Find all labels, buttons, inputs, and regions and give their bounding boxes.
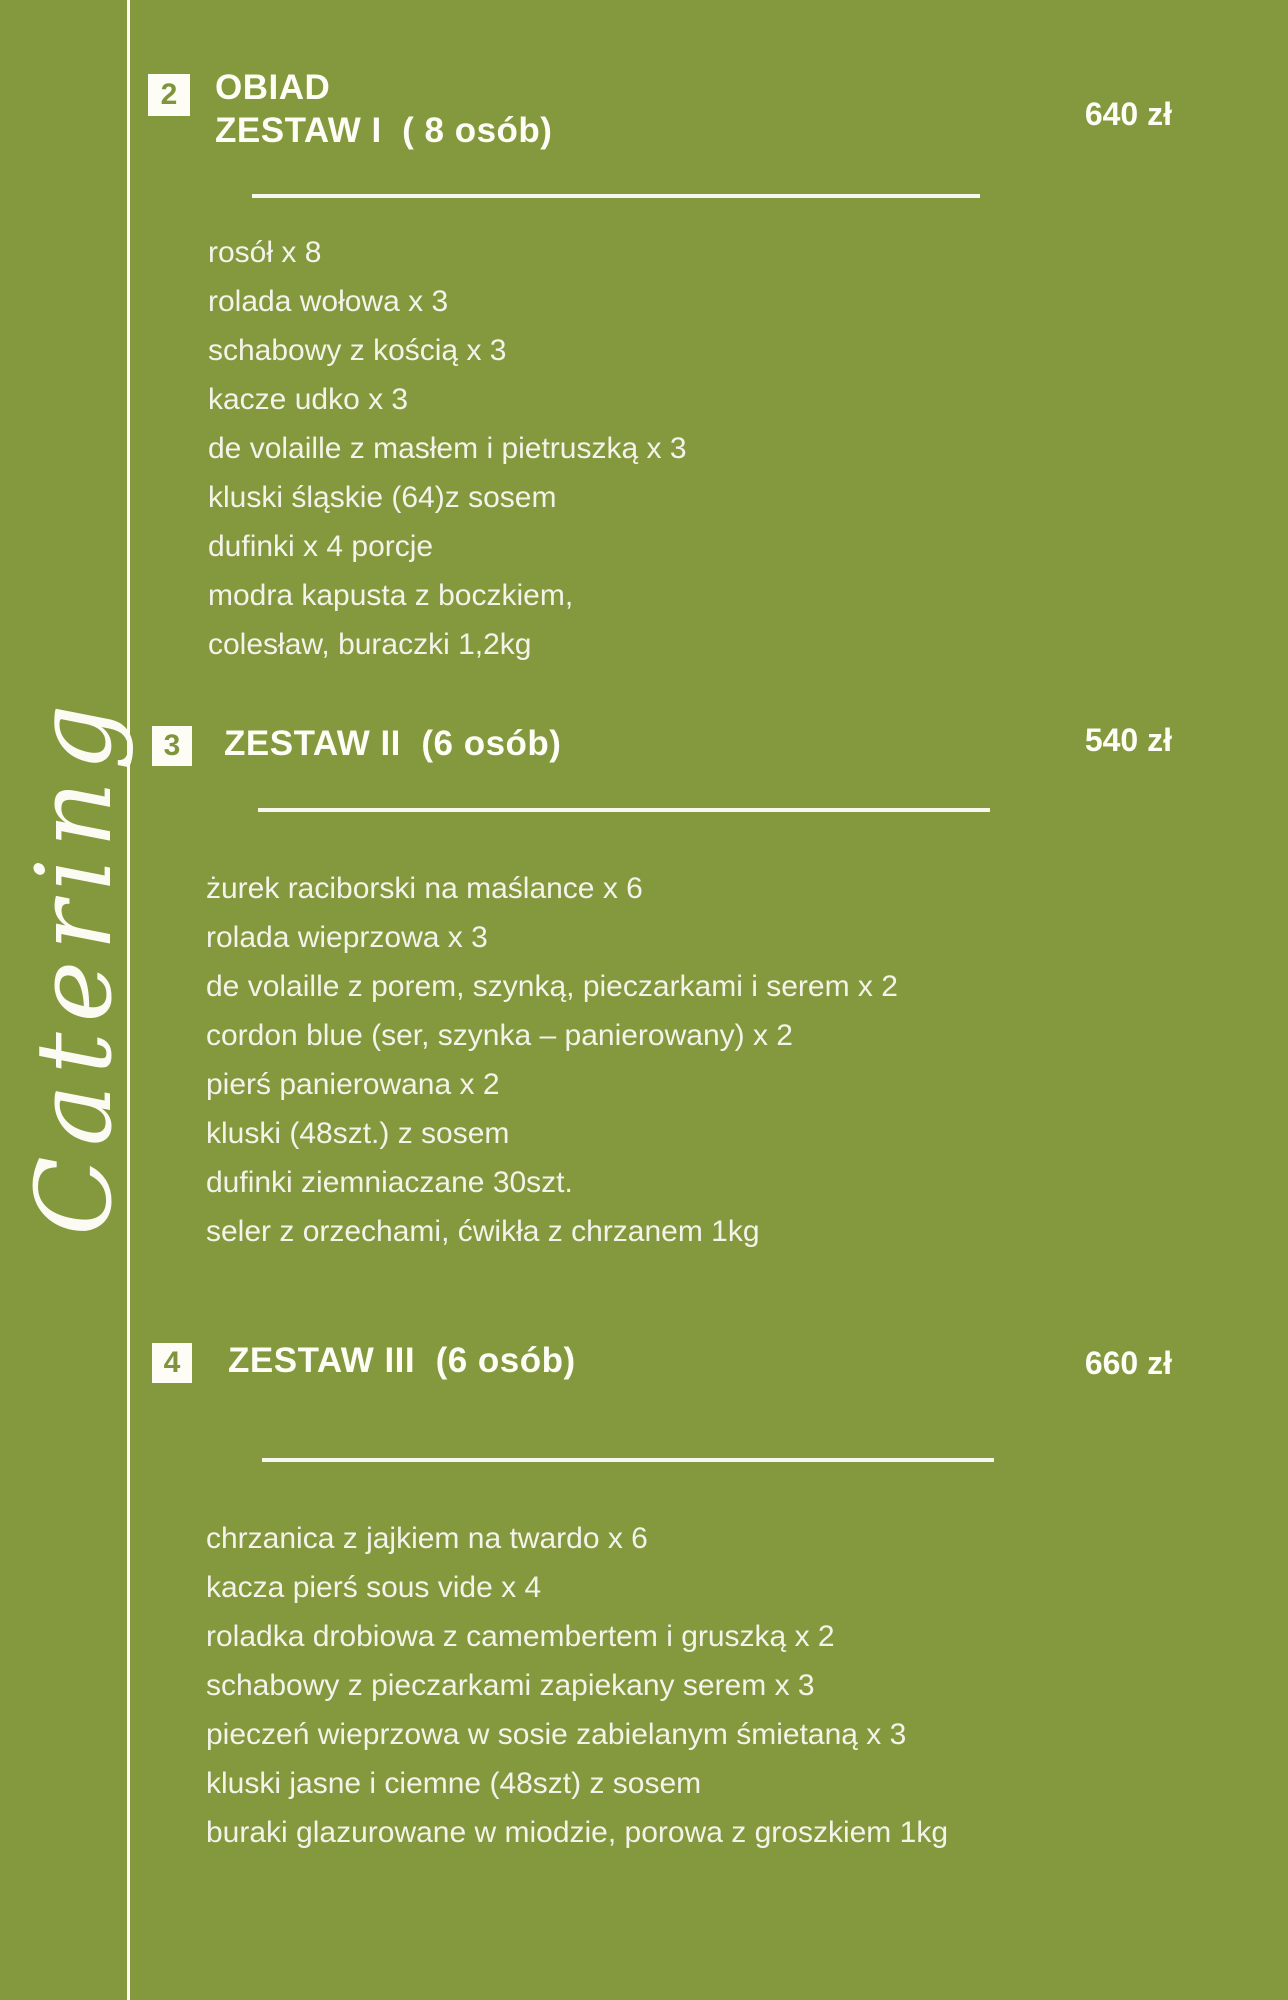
- section-underline: [252, 194, 980, 198]
- section-price: 640 zł: [1084, 96, 1172, 132]
- menu-item: rolada wołowa x 3: [208, 285, 449, 318]
- menu-item: schabowy z pieczarkami zapiekany serem x 3: [206, 1669, 815, 1702]
- menu-item: kluski jasne i ciemne (48szt) z sosem: [206, 1767, 702, 1800]
- menu-item: kluski (48szt.) z sosem: [206, 1117, 510, 1150]
- menu-item: rosół x 8: [208, 236, 322, 269]
- menu-item: dufinki ziemniaczane 30szt.: [206, 1166, 573, 1199]
- section-underline: [258, 808, 990, 812]
- menu-item: dufinki x 4 porcje: [208, 530, 434, 563]
- menu-item: kacze udko x 3: [208, 383, 409, 416]
- section-price: 660 zł: [1084, 1345, 1172, 1381]
- section-items-list: [208, 228, 687, 669]
- section-items-list: [206, 864, 898, 1256]
- menu-item: kacza pierś sous vide x 4: [206, 1571, 542, 1604]
- menu-item: kluski śląskie (64)z sosem: [208, 481, 557, 514]
- menu-item: schabowy z kością x 3: [208, 334, 507, 367]
- section-number-badge: 4: [152, 1343, 192, 1383]
- menu-item: seler z orzechami, ćwikła z chrzanem 1kg: [206, 1215, 760, 1248]
- menu-item: chrzanica z jajkiem na twardo x 6: [206, 1522, 648, 1555]
- menu-item: modra kapusta z boczkiem,: [208, 579, 574, 612]
- menu-item: de volaille z porem, szynką, pieczarkami i serem x 2: [206, 970, 898, 1003]
- section-title-line: ZESTAW I ( 8 osób): [215, 111, 553, 150]
- menu-item: żurek raciborski na maślance x 6: [206, 872, 643, 905]
- section-number-badge: 2: [148, 74, 190, 116]
- menu-item: cordon blue (ser, szynka – panierowany) x 2: [206, 1019, 793, 1052]
- section-underline: [262, 1458, 994, 1462]
- catering-script-label: Catering: [13, 694, 135, 1236]
- section-title: [228, 1339, 576, 1382]
- menu-item: roladka drobiowa z camembertem i gruszką x 2: [206, 1620, 835, 1653]
- section-title-line: OBIAD: [215, 68, 331, 107]
- menu-item: colesław, buraczki 1,2kg: [208, 628, 532, 661]
- section-title-line: ZESTAW III (6 osób): [228, 1341, 576, 1380]
- section-price: 540 zł: [1084, 722, 1172, 758]
- section-title: [215, 66, 552, 152]
- section-title: [224, 722, 561, 765]
- section-number-badge: 3: [152, 726, 192, 766]
- menu-item: de volaille z masłem i pietruszką x 3: [208, 432, 687, 465]
- menu-item: buraki glazurowane w miodzie, porowa z groszkiem 1kg: [206, 1816, 949, 1849]
- section-title-line: ZESTAW II (6 osób): [224, 724, 562, 763]
- menu-item: rolada wieprzowa x 3: [206, 921, 488, 954]
- menu-item: pieczeń wieprzowa w sosie zabielanym śmietaną x 3: [206, 1718, 907, 1751]
- section-items-list: [206, 1514, 948, 1857]
- menu-item: pierś panierowana x 2: [206, 1068, 500, 1101]
